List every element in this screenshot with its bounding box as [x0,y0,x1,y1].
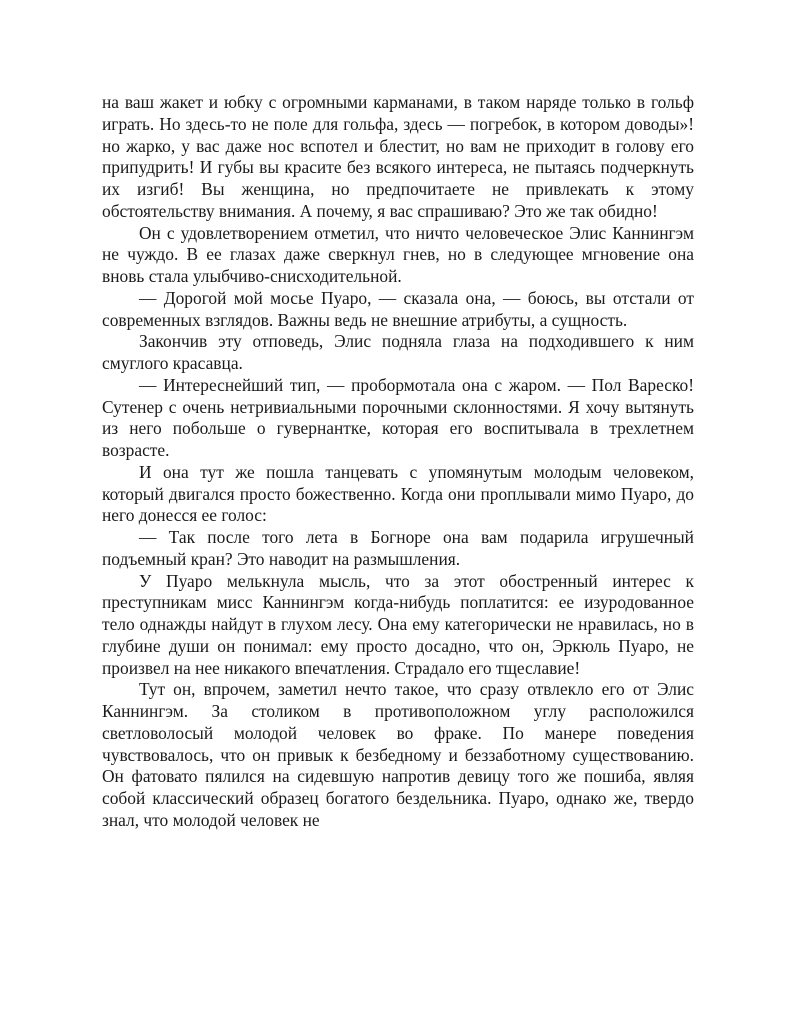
paragraph-5: — Интереснейший тип, — пробормотала она с жаром. — Пол Вареско! Сутенер с очень нетривиальными порочными склонностями. Я хочу вытянуть из него побольше о гувернантке, которая его воспитывала в трехлетнем возрасте. [102,374,694,460]
paragraph-4: Закончив эту отповедь, Элис подняла глаза на подходившего к ним смуглого красавца. [102,331,694,373]
paragraph-6: И она тут же пошла танцевать с упомянутым молодым человеком, который двигался просто божественно. Когда они проплывали мимо Пуаро, до него донесся ее голос: [102,461,694,526]
paragraph-1: на ваш жакет и юбку с огромными карманами, в таком наряде только в гольф играть. Но здесь-то не поле для гольфа, здесь — погребок, в котором доводы»! но жарко, у вас даже нос вспотел и блестит, но вам не приходит в голову его припудрить! И губы вы красите без всякого интереса, не пытаясь подчеркнуть их изгиб! Вы женщина, но предпочитаете не привлекать к этому обстоятельству внимания. А почему, я вас спрашиваю? Это же так обидно! [102,92,694,221]
paragraph-3: — Дорогой мой мосье Пуаро, — сказала она, — боюсь, вы отстали от современных взглядов. Важны ведь не внешние атрибуты, а сущность. [102,287,694,330]
paragraph-7: — Так после того лета в Богноре она вам подарила игрушечный подъемный кран? Это наводит на размышления. [102,527,694,569]
paragraph-2: Он с удовлетворением отметил, что ничто человеческое Элис Каннингэм не чуждо. В ее глазах даже сверкнул гнев, но в следующее мгновение она вновь стала улыбчиво-снисходительной. [102,222,694,286]
paragraph-8: У Пуаро мелькнула мысль, что за этот обостренный интерес к преступникам мисс Каннингэм когда-нибудь поплатится: ее изуродованное тело однажды найдут в глухом лесу. Она ему категорически не нравилась, но в глубине души он понимал: ему просто досадно, что он, Эркюль Пуаро, не произвел на нее никакого впечатления. Страдало его тщеславие! [102,570,694,678]
paragraph-9: Тут он, впрочем, заметил нечто такое, что сразу отвлекло его от Элис Каннингэм. За столиком в противоположном углу расположился светловолосый молодой человек во фраке. По манере поведения чувствовалось, что он привык к безбедному и беззаботному существованию. Он фатовато пялился на сидевшую напротив девицу того же пошиба, являя собой классический образец богатого бездельника. Пуаро, однако же, твердо знал, что молодой человек не [102,679,694,830]
page-body [102,92,694,832]
